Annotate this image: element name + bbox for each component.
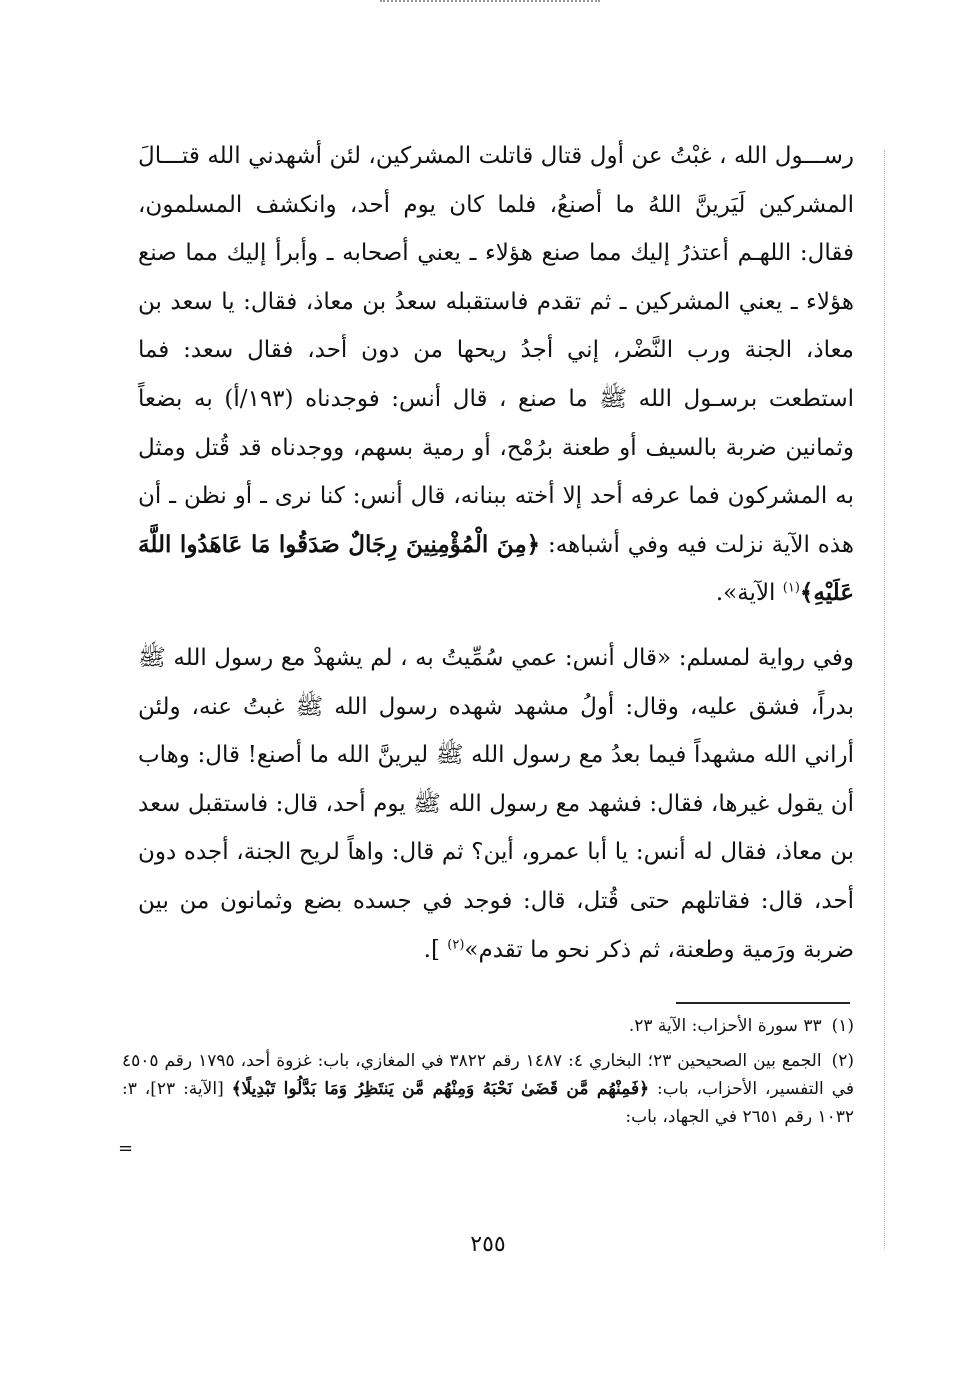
top-edge-marks — [380, 0, 600, 10]
footnote — [122, 1047, 854, 1131]
quran-verse: ﴿فَمِنْهُم مَّن قَضَىٰ نَحْبَهُ وَمِنْهُم مَّن يَنتَظِرُ وَمَا بَدَّلُوا تَبْدِيلًا﴾ — [231, 1079, 650, 1099]
footnote-reference: (١) — [782, 580, 800, 596]
footnote-number: (١) — [831, 1016, 854, 1036]
paragraph — [138, 132, 854, 618]
footnote-number: (٢) — [831, 1051, 855, 1071]
text-segment: ]. — [423, 936, 448, 963]
quran-verse: ﴿مِنَ الْمُؤْمِنِينَ رِجَالٌ صَدَقُوا مَا عَاهَدُوا اللَّهَ عَلَيْهِ﴾ — [138, 530, 854, 607]
text-segment: الآية». — [715, 580, 783, 607]
paragraph — [138, 634, 854, 974]
footnote-reference: (٢) — [447, 936, 465, 952]
footnotes — [122, 1012, 854, 1138]
text-segment: الجمع بين الصحيحين ٢٣؛ البخاري ٤: ١٤٨٧ رقم ٣٨٢٢ في المغازي، باب: غزوة أحد، ١٧٩٥ رقم ٤٥٠٥ في التفسير، الأحزاب، باب: — [122, 1051, 854, 1099]
text-segment: وفي رواية لمسلم: «قال أنس: عمي سُمِّيتُ به ، لم يشهدْ مع رسول الله ﷺ بدراً، فشق عليه، وقال: أولُ مشهد شهده رسول الله ﷺ غبتُ عنه، ولئن أراني الله مشهداً فيما بعدُ مع رسول الله ﷺ ليرينَّ الله ما أصنع! قال: وهاب أن يقول غيرها، فقال: فشهد مع رسول الله ﷺ يوم أحد، قال: فاستقبل سعد بن معاذ، فقال له أنس: يا أبا عمرو، أين؟ ثم قال: واهاً لريح الجنة، أجده دون أحد، قال: فقاتلهم حتى قُتل، قال: فوجد في جسده بضع وثمانون من بين ضربة ورَمية وطعنة، ثم ذكر نحو ما تقدم» — [138, 644, 854, 963]
page-number: ٢٥٥ — [470, 1232, 506, 1257]
text-segment: ٣٣ سورة الأحزاب: الآية ٢٣. — [628, 1016, 822, 1036]
footnote — [122, 1012, 854, 1040]
text-segment: [الآية: ٢٣]، ٣: ١٠٣٢ رقم ٢٦٥١ في الجهاد، باب: — [122, 1079, 854, 1127]
footnote-separator — [676, 1002, 850, 1004]
main-text — [138, 132, 854, 974]
margin-dots — [884, 150, 891, 1250]
continuation-mark: = — [118, 1138, 134, 1159]
text-segment: رســـول الله ، غبْتُ عن أول قتال قاتلت المشركين، لئن أشهدني الله قتـــالَ المشركين لَيَرينَّ اللهُ ما أصنعُ، فلما كان يوم أحد، وانكشف المسلمون، فقال: اللهـم أعتذرُ إليك مما صنع هؤلاء ـ يعني أصحابه ـ وأبرأ إليك مما صنع هؤلاء ـ يعني المشركين ـ ثم تقدم فاستقبله سعدُ بن معاذ، فقال: يا سعد بن معاذ، الجنة ورب النَّضْر، إني أجدُ ريحها من دون أحد، فقال سعد: فما استطعت برسـول الله ﷺ ما صنع ، قال أنس: فوجدناه (١٩٣/أ) به بضعاً وثمانين ضربة بالسيف أو طعنة برُمْح، أو رمية بسهم، ووجدناه قد قُتل ومثل به المشركون فما عرفه أحد إلا أخته ببنانه، قال أنس: كنا نرى ـ أو نظن ـ أن هذه الآية نزلت فيه وفي أشباهه: — [138, 143, 854, 558]
